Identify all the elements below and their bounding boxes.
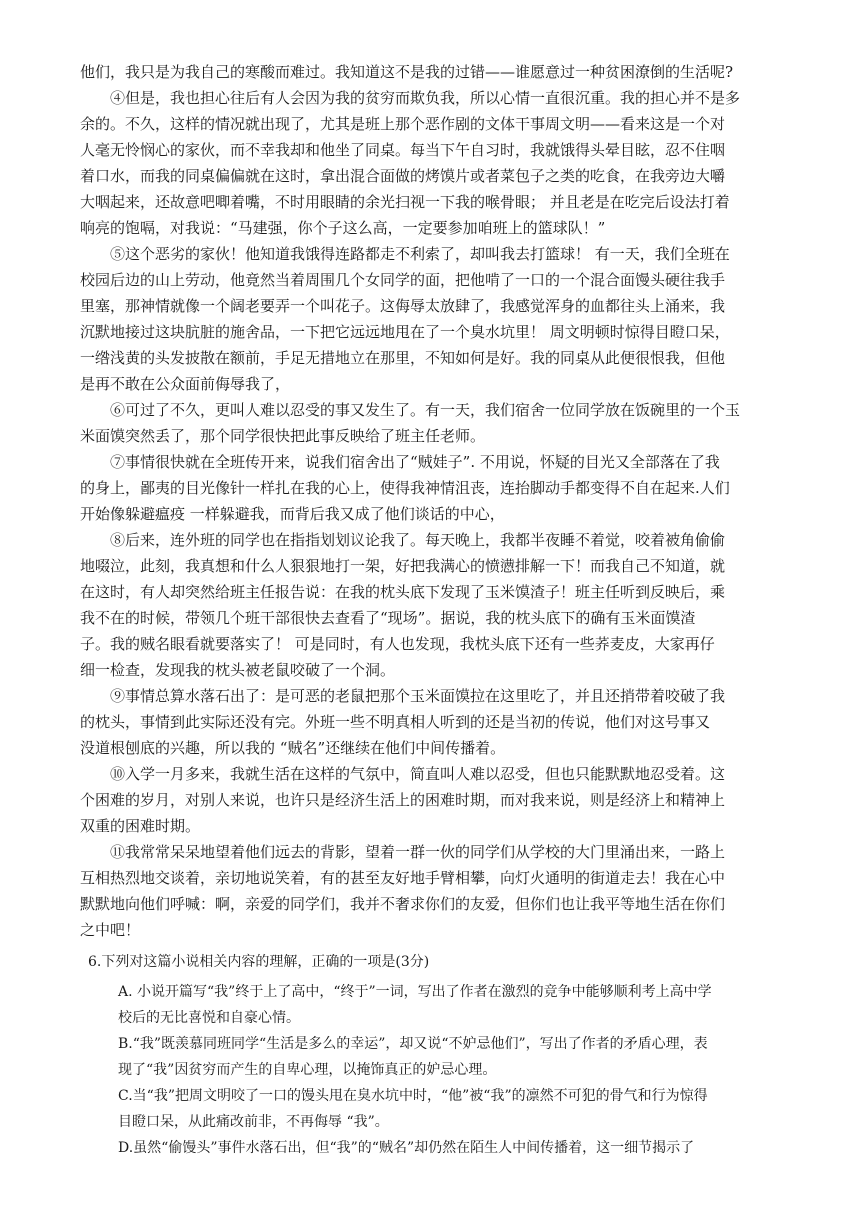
passage-line: 是再不敢在公众面前侮辱我了， — [80, 375, 291, 393]
passage-line: ⑩入学一月多来，我就生活在这样的气氛中，简直叫人难以忍受，但也只能默默地忍受着。这 — [110, 765, 726, 783]
passage-line: 个困难的岁月，对别人来说，也许只是经济生活上的困难时期，而对我来说，则是经济上和精神上 — [80, 791, 726, 809]
passage-line: ⑨事情总算水落石出了：是可恶的老鼠把那个玉米面馍拉在这里吃了，并且还捎带着咬破了我 — [110, 687, 726, 705]
passage-line: ⑦事情很快就在全班传开来，说我们宿舍出了“贼娃子”. 不用说，怀疑的目光又全部落在了我 — [110, 453, 720, 471]
passage-line: ⑧后来，连外班的同学也在指指划划议论我了。每天晚上，我都半夜睡不着觉，咬着被角偷偷 — [110, 531, 726, 549]
passage-line: 他们，我只是为我自己的寒酸而难过。我知道这不是我的过错——谁愿意过一种贫困潦倒的生活呢? — [80, 63, 734, 81]
question-stem: 6.下列对这篇小说相关内容的理解，正确的一项是(3分) — [88, 954, 430, 970]
question-option-line: C.当“我”把周文明咬了一口的馒头甩在臭水坑中时，“他”被“我”的凛然不可犯的骨气和行为惊得 — [118, 1088, 708, 1104]
question-option-line: 校后的无比喜悦和自豪心情。 — [118, 1010, 300, 1026]
passage-line: 大咽起来，还故意吧唧着嘴，不时用眼睛的余光扫视一下我的喉骨眼； 并且老是在吃完后设法打着 — [80, 193, 730, 211]
passage-line: 人毫无怜悯心的家伙，而不幸我却和他坐了同桌。每当下午自习时，我就饿得头晕目眩，忍不住咽 — [80, 141, 726, 159]
passage-line: ⑤这个恶劣的家伙！他知道我饿得连路都走不利索了，却叫我去打篮球！ 有一天，我们全班在 — [110, 245, 730, 263]
passage-line: 校园后边的山上劳动，他竟然当着周围几个女同学的面，把他啃了一口的一个混合面馒头硬往我手 — [80, 271, 726, 289]
passage-line: 互相热烈地交谈着，亲切地说笑着，有的甚至友好地手臂相攀，向灯火通明的街道走去！我在心中 — [80, 869, 726, 887]
passage-line: ④但是，我也担心往后有人会因为我的贫穷而欺负我，所以心情一直很沉重。我的担心并不是多 — [110, 89, 741, 107]
passage-line: 没道根刨底的兴趣，所以我的 “贼名”还继续在他们中间传播着。 — [80, 739, 506, 757]
passage-line: 细一检查，发现我的枕头被老鼠咬破了一个洞。 — [80, 661, 396, 679]
passage-line: ⑪我常常呆呆地望着他们远去的背影，望着一群一伙的同学们从学校的大门里涌出来，一路上 — [110, 843, 726, 861]
question-option-line: 现了“我”因贫穷而产生的自卑心理，以掩饰真正的妒忌心理。 — [118, 1062, 497, 1078]
passage-line: 沉默地接过这块肮脏的施舍品，一下把它远远地甩在了一个臭水坑里！ 周文明顿时惊得目瞪口呆， — [80, 323, 730, 341]
passage-line: 响亮的饱嗝，对我说：“马建强，你个子这么高，一定要参加咱班上的篮球队！” — [80, 219, 606, 237]
passage-line: 双重的困难时期。 — [80, 817, 201, 835]
passage-line: ⑥可过了不久，更叫人难以忍受的事又发生了。有一天，我们宿舍一位同学放在饭碗里的一个玉 — [110, 401, 741, 419]
question-option-line: B.“我”既羡慕同班同学“生活是多么的幸运”，却又说“不妒忌他们”，写出了作者的矛盾心理，表 — [118, 1036, 708, 1052]
passage-line: 在这时，有人却突然给班主任报告说：在我的枕头底下发现了玉米馍渣子！班主任听到反映后，乘 — [80, 583, 726, 601]
passage-line: 地啜泣，此刻，我真想和什么人狠狠地打一架，好把我满心的愤懑排解一下！而我自己不知道，就 — [80, 557, 726, 575]
passage-line: 我不在的时候，带领几个班干部很快去查看了“现场”。据说，我的枕头底下的确有玉米面馍渣 — [80, 609, 696, 627]
passage-line: 的身上，鄙夷的目光像针一样扎在我的心上，使得我神情沮丧，连抬脚动手都变得不自在起来.人们 — [80, 479, 730, 497]
passage-line: 开始像躲避瘟疫 一样躲避我，而背后我又成了他们谈话的中心， — [80, 505, 505, 523]
passage-line: 里塞，那神情就像一个阔老要弄一个叫花子。这侮辱太放肆了，我感觉浑身的血都往头上涌来，我 — [80, 297, 726, 315]
question-option-line: D.虽然“偷馒头”事件水落石出，但“我”的“贼名”却仍然在陌生人中间传播着，这一细节揭示了 — [118, 1140, 695, 1156]
passage-line: 余的。不久，这样的情况就出现了，尤其是班上那个恶作剧的文体干事周文明——看来这是一个对 — [80, 115, 726, 133]
passage-line: 之中吧！ — [80, 921, 141, 939]
passage-line: 的枕头，事情到此实际还没有完。外班一些不明真相人听到的还是当初的传说，他们对这号事又 — [80, 713, 711, 731]
passage-line: 着口水，而我的同桌偏偏就在这时，拿出混合面做的烤馍片或者菜包子之类的吃食，在我旁边大嚼 — [80, 167, 726, 185]
passage-line: 一绺浅黄的头发披散在额前，手足无措地立在那里，不知如何是好。我的同桌从此便很恨我，但他 — [80, 349, 726, 367]
question-option-line: A. 小说开篇写“我”终于上了高中，“终于”一词，写出了作者在激烈的竞争中能够顺利考上高中学 — [118, 984, 712, 1000]
passage-line: 米面馍突然丢了，那个同学很快把此事反映给了班主任老师。 — [80, 427, 486, 445]
passage-line: 子。我的贼名眼看就要落实了！ 可是同时，有人也发现，我枕头底下还有一些荞麦皮，大家再仔 — [80, 635, 715, 653]
passage-line: 默默地向他们呼喊：啊，亲爱的同学们，我并不奢求你们的友爱，但你们也让我平等地生活在你们 — [80, 895, 726, 913]
question-option-line: 目瞪口呆，从此痛改前非，不再侮辱 “我”。 — [118, 1114, 389, 1130]
